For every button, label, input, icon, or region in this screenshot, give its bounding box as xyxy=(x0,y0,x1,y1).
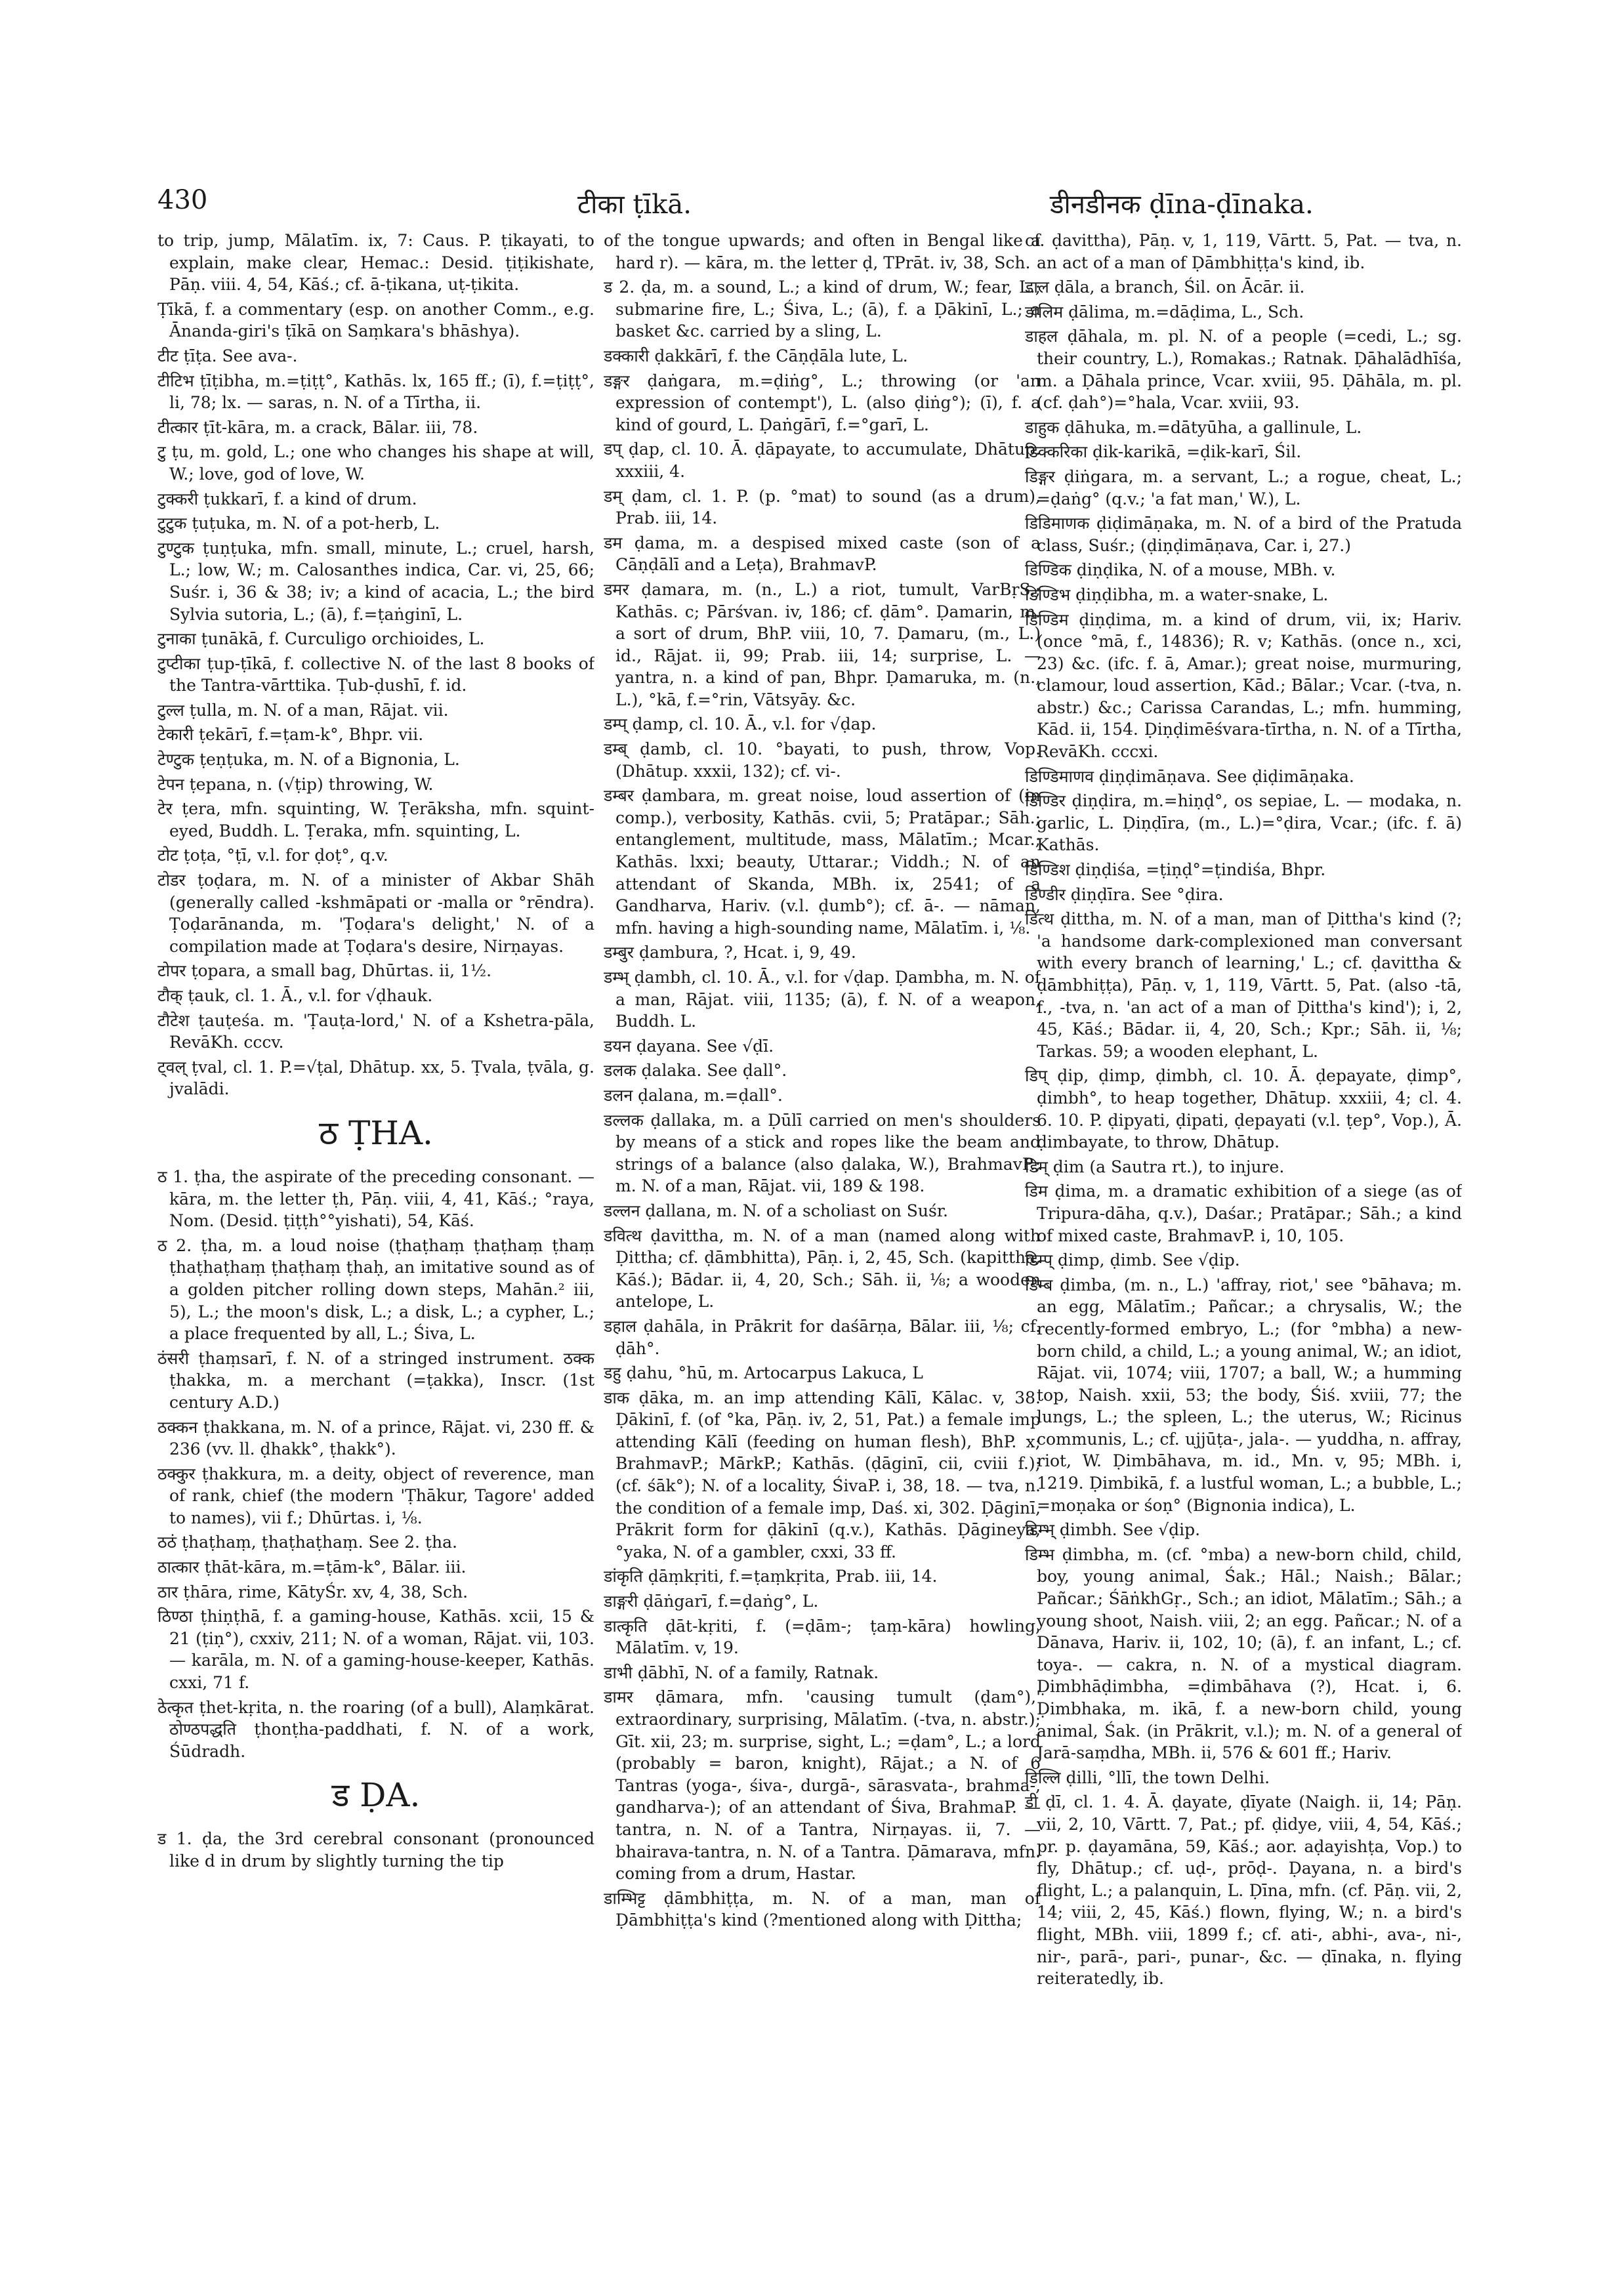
dictionary-entry: डिल्लि ḍilli, °llī, the town Delhi. xyxy=(1025,1768,1270,1787)
dictionary-entry: डम्बर ḍambara, m. great noise, loud assertion of (in comp.), verbosity, Kathās. cvii, 5; Pratāpar.; Sāh.; entanglement, multitude, mass, Mālatīm.; Mcar.; Kathās. lxxi; beauty, Uttarar.; Viddh.; N. of an attendant of Skanda, MBh. ix, 2541; of a Gandharva, Hariv. (v.l. ḍumb°); cf. ā-. — nāman, mfn. having a high-sounding name, Mālatīm. i, ⅛. xyxy=(604,786,1041,938)
dictionary-entry: डङ्गर ḍaṅgara, m.=ḍiṅg°, L.; throwing (or 'an expression of contempt'), L. (also ḍiṅg°); (ī), f. a kind of gourd, L. Ḍaṅgārī, f.=°garī, L. xyxy=(604,371,1041,434)
dictionary-entry: डाहल ḍāhala, m. pl. N. of a people (=cedi, L.; sg. their country, L.), Romakas.; Ratnak. Ḍāhalādhīśa, m. a Ḍāhala prince, Vcar. xviii, 95. Ḍāhāla, m. pl. (cf. ḍah°)=°hala, Vcar. xviii, 93. xyxy=(1025,327,1462,413)
dictionary-entry: डल्लन ḍallana, m. N. of a scholiast on Suśr. xyxy=(604,1201,949,1220)
dictionary-entry: टीत्कार ṭīt-kāra, m. a crack, Bālar. iii, 78. xyxy=(157,417,478,437)
dictionary-entry: Ṭīkā, f. a commentary (esp. on another Comm., e.g. Ānanda-giri's ṭīkā on Saṃkara's bhāshya). xyxy=(157,299,594,341)
running-head-right-entry: डीनडीनक ḍīna-ḍīnaka. xyxy=(1050,190,1314,220)
dictionary-entry: डिम्भ् ḍimbh. See √ḍip. xyxy=(1025,1520,1201,1540)
dictionary-entry: डहु ḍahu, °hū, m. Artocarpus Lakuca, L xyxy=(604,1363,923,1383)
entries-column-3 xyxy=(1025,230,1462,1990)
dictionary-entry: डिण्डिभ ḍiṇḍibha, m. a water-snake, L. xyxy=(1025,585,1329,604)
dictionary-entry: डिम्प् ḍimp, ḍimb. See √ḍip. xyxy=(1025,1251,1240,1270)
dictionary-entry: डिम्ब ḍimba, (m. n., L.) 'affray, riot,' see °bāhava; m. an egg, Mālatīm.; Pañcar.; a chrysalis, W.; the recently-formed embryo, L.; (for °mbha) a new-born child, a child, L.; a young animal, W.; an idiot, Rājat. vii, 1074; viii, 1707; a ball, W.; a humming top, Naish. xxii, 53; the body, Śiś. xviii, 77; the lungs, L.; the spleen, L.; the uterus, W.; Ricinus communis, L.; cf. ujjūṭa-, jala-. — yuddha, n. affray, riot, W. Ḍimbāhava, m. id., Mn. v, 95; MBh. i, 1219. Ḍimbikā, f. a lustful woman, L.; a bubble, L.; =moṇaka or śoṇ° (Bignonia indica), L. xyxy=(1025,1275,1462,1515)
dictionary-entry: डक्कारी ḍakkārī, f. the Cāṇḍāla lute, L. xyxy=(604,346,908,365)
entries-column-2 xyxy=(604,230,1041,1932)
dictionary-entry: टोपर ṭopara, a small bag, Dhūrtas. ii, 1½. xyxy=(157,961,492,981)
dictionary-entry: टेकारी ṭekārī, f.=ṭam-k°, Bhpr. vii. xyxy=(157,725,424,745)
dictionary-entry: डित्थ ḍittha, m. N. of a man, man of Ḍittha's kind (?; 'a handsome dark-complexioned man conversant with every branch of learning,' L.; cf. ḍavittha & ḍāmbhiṭṭa), Pāṇ. v, 1, 119, Vārtt. 5, Pat. (also -tā, f., -tva, n. 'an act of a man of Ḍittha's kind'); i, 2, 45, Kāś.; Bādar. ii, 4, 20, Sch.; Kpr.; Sāh. ii, ⅛; Tarkas. 59; a wooden elephant, L. xyxy=(1025,909,1462,1061)
dictionary-entry: cf. ḍavittha), Pāṇ. v, 1, 119, Vārtt. 5, Pat. — tva, n. an act of a man of Ḍāmbhiṭṭa's kind, ib. xyxy=(1025,231,1462,272)
dictionary-entry: डयन ḍayana. See √ḍī. xyxy=(604,1036,774,1056)
dictionary-entry: डाम्भिट्ट ḍāmbhiṭṭa, m. N. of a man, man of Ḍāmbhiṭṭa's kind (?mentioned along with Ḍittha; xyxy=(604,1888,1041,1930)
dictionary-entry: टुप्टीका ṭup-ṭīkā, f. collective N. of the last 8 books of the Tantra-vārttika. Ṭub-ḍushī, f. id. xyxy=(157,653,594,695)
page-header xyxy=(157,185,1470,224)
dictionary-entry: डिण्डिश ḍiṇḍiśa, =ṭiṇḍ°=ṭindiśa, Bhpr. xyxy=(1025,860,1326,880)
dictionary-entry: डहाल ḍahāla, in Prākrit for daśārṇa, Bālar. iii, ⅛; cf. ḍāh°. xyxy=(604,1316,1041,1358)
dictionary-entry: डलक ḍalaka. See ḍall°. xyxy=(604,1061,787,1081)
dictionary-entry: टुनाका ṭunākā, f. Curculigo orchioides, L. xyxy=(157,629,485,649)
dictionary-entry: डिण्डीर ḍiṇḍīra. See °ḍira. xyxy=(1025,884,1224,904)
dictionary-entry: डाहुक ḍāhuka, m.=dātyūha, a gallinule, L. xyxy=(1025,417,1362,437)
dictionary-entry: टेण्टुक ṭeṇṭuka, m. N. of a Bignonia, L. xyxy=(157,750,460,770)
dictionary-entry: डम ḍama, m. a despised mixed caste (son of a Cāṇḍālī and a Leṭa), BrahmavP. xyxy=(604,533,1041,575)
dictionary-entry: डल्लक ḍallaka, m. a Ḍūlī carried on men's shoulders by means of a stick and ropes like the beam and strings of a balance (also ḍalaka, W.), BrahmavP.; m. N. of a man, Rājat. vii, 189 & 198. xyxy=(604,1110,1041,1196)
dictionary-entry: ड 2. ḍa, m. a sound, L.; a kind of drum, W.; fear, L.; submarine fire, L.; Śiva, L.; (ā), f. a Ḍākinī, L.; a basket &c. carried by a sling, L. xyxy=(604,278,1041,341)
dictionary-entry: डिडिमाणक ḍiḍimāṇaka, m. N. of a bird of the Pratuda class, Suśr.; (ḍiṇḍimāṇava, Car. i, 27.) xyxy=(1025,514,1462,555)
dictionary-entry: टीट ṭīṭa. See ava-. xyxy=(157,346,298,365)
dictionary-entry: डिण्डिक ḍiṇḍika, N. of a mouse, MBh. v. xyxy=(1025,560,1336,580)
dictionary-entry: ठात्कार ṭhāt-kāra, m.=ṭām-k°, Bālar. iii. xyxy=(157,1558,467,1577)
dictionary-entry: ठठं ṭhaṭhaṃ, ṭhaṭhaṭhaṃ. See 2. ṭha. xyxy=(157,1533,457,1552)
dictionary-entry: to trip, jump, Mālatīm. ix, 7: Caus. P. ṭikayati, to explain, make clear, Hemac.: Desid. ṭiṭikishate, Pāṇ. viii. 4, 54, Kāś.; cf. ā-ṭikana, uṭ-ṭikita. xyxy=(157,231,594,295)
dictionary-entry: ड 1. ḍa, the 3rd cerebral consonant (pronounced like d in drum by slightly turning the tip xyxy=(157,1829,594,1871)
dictionary-entry: टुटुक ṭuṭuka, m. N. of a pot-herb, L. xyxy=(157,514,440,533)
dictionary-entry: डम्भ् ḍambh, cl. 10. Ā., v.l. for √ḍap. Ḍambha, m. N. of a man, Rājat. viii, 1135; (ā), f. N. of a weapon, Buddh. L. xyxy=(604,968,1041,1031)
dictionary-entry: ठ 2. ṭha, m. a loud noise (ṭhaṭhaṃ ṭhaṭhaṃ ṭhaṃ ṭhaṭhaṭhaṃ ṭhaṭhaṃ ṭhaḥ, an imitative sound as of a golden pitcher rolling down steps, Mahān.² iii, 5), L.; the moon's disk, L.; a disk, L.; a cypher, L.; a place frequented by all, L.; Śiva, L. xyxy=(157,1235,594,1344)
dictionary-entry: डिङ्गर ḍiṅgara, m. a servant, L.; a rogue, cheat, L.; =ḍaṅg° (q.v.; 'a fat man,' W.), L. xyxy=(1025,466,1462,508)
dictionary-entry: डाल ḍāla, a branch, Śil. on Ācār. ii. xyxy=(1025,278,1305,297)
dictionary-entry: डाभी ḍābhī, N. of a family, Ratnak. xyxy=(604,1663,879,1682)
dictionary-entry: ठार ṭhāra, rime, KātyŚr. xv, 4, 38, Sch. xyxy=(157,1582,468,1602)
dictionary-entry: टौक् ṭauk, cl. 1. Ā., v.l. for √ḍhauk. xyxy=(157,986,433,1005)
dictionary-entry: टु ṭu, m. gold, L.; one who changes his shape at will, W.; love, god of love, W. xyxy=(157,442,594,484)
dictionary-entry: टोडर ṭoḍara, m. N. of a minister of Akbar Shāh (generally called -kshmāpati or -malla or °rēndra). Ṭoḍarānanda, m. 'Ṭoḍara's delight,' N. of a compilation made at Ṭoḍara's desire, Nirṇayas. xyxy=(157,871,594,956)
dictionary-entry: डिण्डिर ḍiṇḍira, m.=hiṇḍ°, os sepiae, L. — modaka, n. garlic, L. Ḍiṇḍīra, (m., L.)=°ḍira, Vcar.; (ifc. f. ā) Kathās. xyxy=(1025,791,1462,855)
dictionary-entry: डम् ḍam, cl. 1. P. (p. °mat) to sound (as a drum), Prab. iii, 14. xyxy=(604,486,1041,528)
dictionary-entry: डिक्करिका ḍik-karikā, =ḍik-karī, Śil. xyxy=(1025,442,1302,462)
entries-da-section xyxy=(157,1828,594,1872)
dictionary-entry: डामर ḍāmara, mfn. 'causing tumult (ḍam°),' extraordinary, surprising, Mālatīm. (-tva, n. abstr.); Gīt. xii, 23; m. surprise, sight, L.; =ḍam°, L.; a lord (probably = baron, knight), Rājat.; a N. of 6 Tantras (yoga-, śiva-, durgā-, sārasvata-, brahma-, gandharva-); of an attendant of Śiva, BrahmaP. — tantra, n. N. of a Tantra, Nirṇayas. ii, 7. — bhairava-tantra, n. N. of a Tantra. Ḍāmarava, mfn. coming from a drum, Hastar. xyxy=(604,1687,1041,1884)
dictionary-entry: टुण्टुक ṭuṇṭuka, mfn. small, minute, L.; cruel, harsh, L.; low, W.; m. Calosanthes indica, Car. vi, 25, 66; Suśr. i, 36 & 38; iv; a kind of acacia, L.; the bird Sylvia sutoria, L.; (ā), f.=ṭaṅginī, L. xyxy=(157,538,594,624)
dictionary-entry: डम्प् ḍamp, cl. 10. Ā., v.l. for √ḍap. xyxy=(604,714,877,734)
dictionary-entry: टौटेश ṭauṭeśa. m. 'Ṭauṭa-lord,' N. of a Kshetra-pāla, RevāKh. cccv. xyxy=(157,1010,594,1052)
dictionary-entry: डिम ḍima, m. a dramatic exhibition of a siege (as of Tripura-dāha, q.v.), Daśar.; Pratāpar.; Sāh.; a kind of mixed caste, BrahmavP. i, 10, 105. xyxy=(1025,1182,1462,1245)
dictionary-entry: ठ 1. ṭha, the aspirate of the preceding consonant. — kāra, m. the letter ṭh, Pāṇ. viii, 4, 41, Kāś.; °raya, Nom. (Desid. ṭiṭṭh°°yishati), 54, Kāś. xyxy=(157,1167,594,1231)
dictionary-entry: डप् ḍap, cl. 10. Ā. ḍāpayate, to accumulate, Dhātup. xxxiii, 4. xyxy=(604,440,1041,481)
dictionary-entry: डलन ḍalana, m.=ḍall°. xyxy=(604,1085,783,1105)
column-1 xyxy=(157,230,594,2244)
entries-tha-section xyxy=(157,1166,594,1762)
dictionary-entry: डांकृति ḍāṃkṛiti, f.=ṭaṃkṛita, Prab. iii, 14. xyxy=(604,1567,938,1586)
dictionary-entry: ठिण्ठा ṭhiṇṭhā, f. a gaming-house, Kathās. xcii, 15 & 21 (ṭiṇ°), cxxiv, 211; N. of a woman, Rājat. vii, 103. — karāla, m. N. of a gaming-house-keeper, Kathās. cxxi, 71 f. xyxy=(157,1607,594,1693)
dictionary-entry: टेर ṭera, mfn. squinting, W. Ṭerāksha, mfn. squint-eyed, Buddh. L. Ṭeraka, mfn. squinting, L. xyxy=(157,799,594,840)
dictionary-entry: डाङ्गरी ḍāṅgarī, f.=ḍaṅg°, L. xyxy=(604,1592,819,1611)
dictionary-entry: ठक्कुर ṭhakkura, m. a deity, object of reverence, man of rank, chief (the modern 'Ṭhākur, Tagore' added to names), vii f.; Dhūrtas. i, ⅛. xyxy=(157,1464,594,1527)
dictionary-entry: डिण्डिम ḍiṇḍima, m. a kind of drum, vii, ix; Hariv. (once °mā, f., 14836); R. v; Kathās. (once n., xci, 23) &c. (ifc. f. ā, Amar.); great noise, murmuring, clamour, loud assertion, Kād.; Bālar.; Vcar. (-tva, n. abstr.) &c.; Carissa Carandas, L.; mfn. humming, Kād. ii, 154. Ḍiṇḍimēśvara-tīrtha, n. N. of a Tīrtha, RevāKh. cccxi. xyxy=(1025,610,1462,762)
dictionary-entry: डात्कृति ḍāt-kṛiti, f. (=ḍām-; ṭaṃ-kāra) howling, Mālatīm. v, 19. xyxy=(604,1616,1041,1658)
dictionary-entry: ठक्कन ṭhakkana, m. N. of a prince, Rājat. vi, 230 ff. & 236 (vv. ll. ḍhakk°, ṭhakk°). xyxy=(157,1417,594,1459)
dictionary-entry: टीटिभ ṭīṭibha, m.=ṭiṭṭ°, Kathās. lx, 165 ff.; (ī), f.=ṭiṭṭ°, li, 78; lx. — saras, n. N. of a Tīrtha, ii. xyxy=(157,371,594,413)
dictionary-entry: of the tongue upwards; and often in Bengal like a hard r). — kāra, m. the letter ḍ, TPrāt. iv, 38, Sch. xyxy=(604,231,1041,272)
dictionary-entry: डिम् ḍim (a Sautra rt.), to injure. xyxy=(1025,1157,1285,1176)
dictionary-entry: डिम्भ ḍimbha, m. (cf. °mba) a new-born child, child, boy, young animal, Śak.; Hāl.; Naish.; Bālar.; Pañcar.; ŚāṅkhGṛ., Sch.; an idiot, Mālatīm.; Sāh.; a young shoot, Naish. viii, 2; an egg. Pañcar.; N. of a Dānava, Hariv. ii, 102, 10; (ā), f. an infant, L.; cf. toya-. — cakra, n. N. of a mystical diagram. Ḍimbhāḍimbha, =ḍimbāhava (?), Hcat. i, 6. Ḍimbhaka, m. ikā, f. a new-born child, young animal, Śak. (in Prākrit, v.l.); m. N. of a general of Jarā-saṃdha, MBh. ii, 576 & 601 ff.; Hariv. xyxy=(1025,1544,1462,1763)
running-head-left-entry: टीका ṭīkā. xyxy=(577,190,692,220)
column-3 xyxy=(1025,230,1462,2244)
dictionary-entry: डी ḍī, cl. 1. 4. Ā. ḍayate, ḍīyate (Naigh. ii, 14; Pāṇ. vii, 2, 10, Vārtt. 7, Pat.; pf. ḍidye, viii, 4, 54, Kāś.; pr. p. ḍayamāna, 59, Kāś.; aor. aḍayishṭa, Vop.) to fly, Dhātup.; cf. uḍ-, prōḍ-. Ḍayana, n. a bird's flight, L.; a palanquin, L. Ḍīna, mfn. (cf. Pāṇ. vii, 2, 14; viii, 2, 45, Kāś.) flown, flying, W.; n. a bird's flight, MBh. viii, 1899 f.; cf. ati-, abhi-, ava-, ni-, nir-, parā-, pari-, punar-, &c. — ḍīnaka, n. flying reiteratedly, ib. xyxy=(1025,1792,1462,1989)
dictionary-entry: टोट ṭoṭa, °ṭī, v.l. for ḍoṭ°, q.v. xyxy=(157,846,388,865)
dictionary-entry: ठेत्कृत ṭhet-kṛita, n. the roaring (of a bull), Alaṃkārat. ठोण्ठपद्धति ṭhonṭha-paddhati, f. N. of a work, Śūdradh. xyxy=(157,1697,594,1761)
section-heading-da: ड ḌA. xyxy=(331,1776,421,1815)
dictionary-entry: डाक ḍāka, m. an imp attending Kālī, Kālac. v, 38. Ḍākinī, f. (of °ka, Pāṇ. iv, 2, 51, Pat.) a female imp attending Kālī (feeding on human flesh), BhP. x; BrahmavP.; MārkP.; Kathās. (ḍāginī, cii, cviii f.); (cf. śāk°); N. of a locality, ŚivaP. i, 38, 18. — tva, n. the condition of a female imp, Daś. xi, 302. Ḍāginī, Prākrit form for ḍākinī (q.v.), Kathās. Ḍāgineya, °yaka, N. of a gambler, cxxi, 33 ff. xyxy=(604,1388,1041,1561)
dictionary-entry: डिप् ḍip, ḍimp, ḍimbh, cl. 10. Ā. ḍepayate, ḍimp°, ḍimbh°, to heap together, Dhātup. xxxiii, 4; cl. 4. 6. 10. P. ḍipyati, ḍipati, ḍepayati (v.l. ṭep°, Vop.), Ā. ḍimbayate, to throw, Dhātup. xyxy=(1025,1066,1462,1152)
dictionary-entry: डम्बुर ḍambura, ?, Hcat. i, 9, 49. xyxy=(604,943,856,962)
column-2 xyxy=(604,230,1041,2244)
dictionary-entry: डम्ब् ḍamb, cl. 10. °bayati, to push, throw, Vop. (Dhātup. xxxii, 132); cf. vi-. xyxy=(604,739,1041,781)
page-number: 430 xyxy=(157,185,208,215)
dictionary-entry: टुक्करी ṭukkarī, f. a kind of drum. xyxy=(157,489,417,508)
dictionary-entry: डालिम ḍālima, m.=dāḍima, L., Sch. xyxy=(1025,302,1304,321)
dictionary-entry: डवित्थ ḍavittha, m. N. of a man (named along with Ḍittha; cf. ḍāmbhitta), Pāṇ. i, 2, 45, Sch. (kapittha, Kāś.); Bādar. ii, 4, 20, Sch.; Sāh. ii, ⅛; a wooden antelope, L. xyxy=(604,1226,1041,1312)
dictionary-entry: ठंसरी ṭhaṃsarī, f. N. of a stringed instrument. ठक्क ṭhakka, m. a merchant (=ṭakka), Inscr. (1st century A.D.) xyxy=(157,1348,594,1412)
section-heading-tha: ठ ṬHA. xyxy=(319,1113,433,1152)
dictionary-entry: टेपन ṭepana, n. (√ṭip) throwing, W. xyxy=(157,774,434,794)
dictionary-entry: टुल्ल ṭulla, m. N. of a man, Rājat. vii. xyxy=(157,700,449,720)
dictionary-entry: ट्वल् ṭval, cl. 1. P.=√ṭal, Dhātup. xx, 5. Ṭvala, ṭvāla, g. jvalādi. xyxy=(157,1057,594,1099)
entries-tta-section xyxy=(157,230,594,1100)
dictionary-entry: डिण्डिमाणव ḍiṇḍimāṇava. See ḍiḍimāṇaka. xyxy=(1025,766,1354,786)
dictionary-entry: डमर ḍamara, m. (n., L.) a riot, tumult, VarBṛS.; Kathās. c; Pārśvan. iv, 186; cf. ḍām°. Ḍamarin, m. a sort of drum, BhP. viii, 10, 7. Ḍamaru, (m., L.) id., Rājat. ii, 99; Prab. iii, 14; surprise, L. — yantra, n. a kind of pan, Bhpr. Ḍamaruka, m. (n., L.), °kā, f.=°rin, Vātsyāy. &c. xyxy=(604,579,1041,709)
